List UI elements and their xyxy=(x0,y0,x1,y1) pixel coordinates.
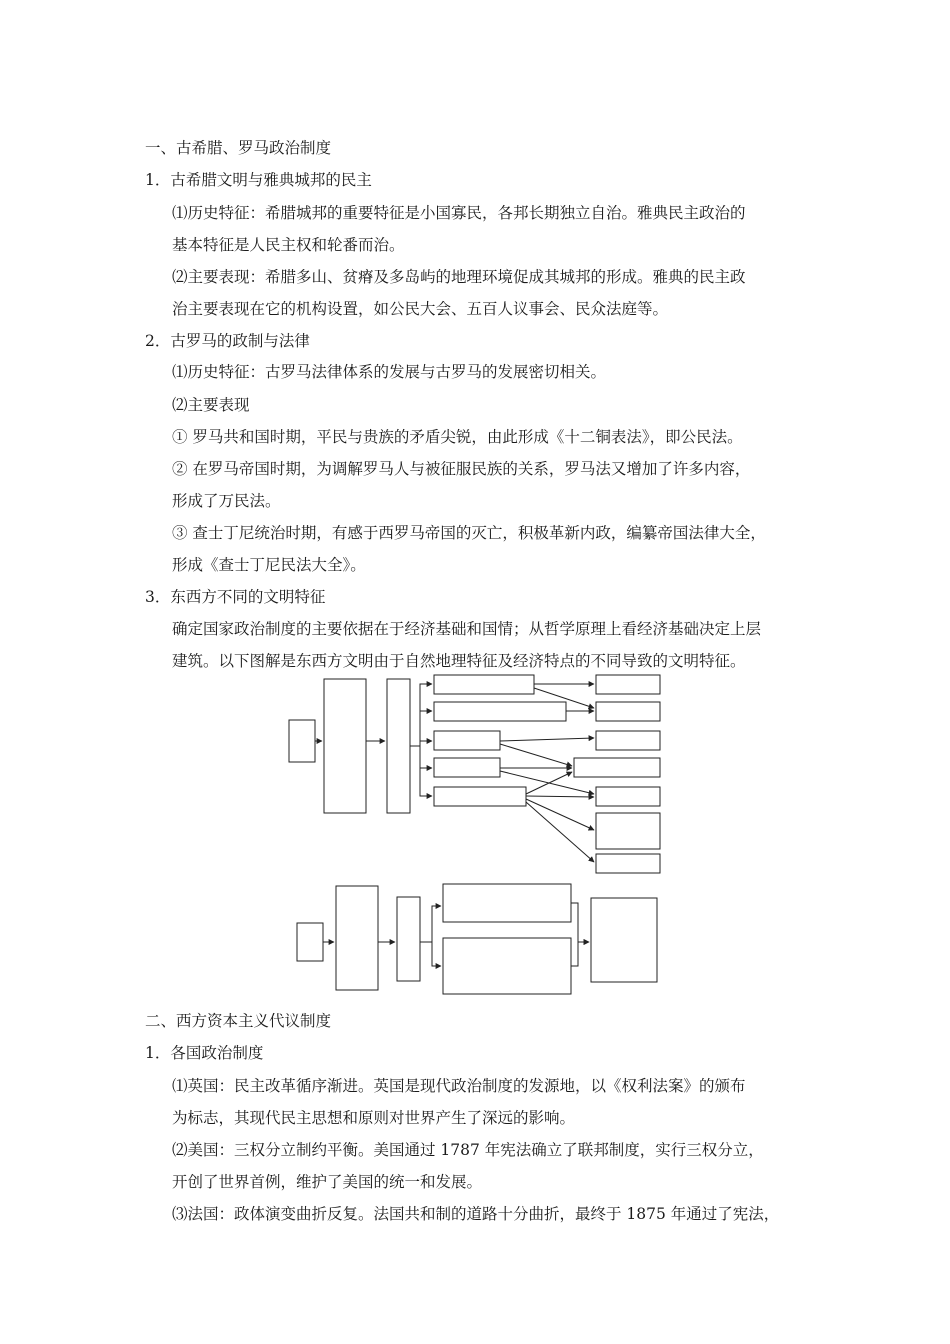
paragraph-line: ③ 查士丁尼统治时期，有感于西罗马帝国的灭亡，积极革新内政，编纂帝国法律大全， xyxy=(172,524,766,542)
paragraph-line: 基本特征是人民主权和轮番而治。 xyxy=(172,236,405,254)
west-out-box xyxy=(574,758,660,777)
subsection-heading-1-3: 3．东西方不同的文明特征 xyxy=(145,588,326,606)
west-out-box xyxy=(596,731,660,750)
west-out-box xyxy=(596,854,660,873)
paragraph-line: 形成《查士丁尼民法大全》。 xyxy=(172,556,366,574)
paragraph-line: ⑵美国：三权分立制约平衡。美国通过 1787 年宪法确立了联邦制度，实行三权分立， xyxy=(172,1141,764,1159)
east-econ-box xyxy=(397,897,420,981)
paragraph-line: 建筑。以下图解是东西方文明由于自然地理特征及经济特点的不同导致的文明特征。 xyxy=(172,652,746,670)
west-mid-box xyxy=(434,702,566,721)
paragraph-line: 治主要表现在它的机构设置，如公民大会、五百人议事会、民众法庭等。 xyxy=(172,300,669,318)
west-mid-box xyxy=(434,675,534,694)
west-civilization-diagram xyxy=(280,672,670,880)
east-geo-box xyxy=(336,886,378,990)
west-mid-box xyxy=(434,758,500,777)
east-out-box xyxy=(591,898,657,982)
paragraph-line: ⑵主要表现 xyxy=(172,396,250,414)
east-mid-box xyxy=(443,938,571,994)
paragraph-line: 为标志，其现代民主思想和原则对世界产生了深远的影响。 xyxy=(172,1109,576,1127)
section-heading-2: 二、西方资本主义代议制度 xyxy=(145,1012,332,1030)
west-geo-box xyxy=(324,679,366,813)
paragraph-line: ⑴历史特征：希腊城邦的重要特征是小国寡民，各邦长期独立自治。雅典民主政治的 xyxy=(172,204,746,222)
paragraph-line: 开创了世界首例，维护了美国的统一和发展。 xyxy=(172,1173,483,1191)
west-mid-box xyxy=(434,731,500,750)
paragraph-line: ⑴历史特征：古罗马法律体系的发展与古罗马的发展密切相关。 xyxy=(172,363,607,381)
paragraph-line: ⑶法国：政体演变曲折反复。法国共和制的道路十分曲折，最终于 1875 年通过了宪法， xyxy=(172,1205,780,1223)
east-mid-box xyxy=(443,884,571,922)
paragraph-line: ① 罗马共和国时期，平民与贵族的矛盾尖锐，由此形成《十二铜表法》，即公民法。 xyxy=(172,428,743,446)
west-out-box xyxy=(596,702,660,721)
east-civilization-diagram xyxy=(290,880,670,998)
west-out-box xyxy=(596,787,660,806)
section-heading-1: 一、古希腊、罗马政治制度 xyxy=(145,139,332,157)
west-mid-box xyxy=(434,787,526,806)
paragraph-line: ② 在罗马帝国时期，为调解罗马人与被征服民族的关系，罗马法又增加了许多内容， xyxy=(172,460,751,478)
paragraph-line: ⑵主要表现：希腊多山、贫瘠及多岛屿的地理环境促成其城邦的形成。雅典的民主政 xyxy=(172,268,746,286)
subsection-heading-1-1: 1．古希腊文明与雅典城邦的民主 xyxy=(145,171,372,189)
east-label-box xyxy=(297,923,323,961)
subsection-heading-2-1: 1．各国政治制度 xyxy=(145,1044,264,1062)
west-out-box xyxy=(596,813,660,849)
paragraph-line: 确定国家政治制度的主要依据在于经济基础和国情；从哲学原理上看经济基础决定上层 xyxy=(172,620,762,638)
west-label-box xyxy=(289,720,315,762)
paragraph-line: ⑴英国：民主改革循序渐进。英国是现代政治制度的发源地，以《权利法案》的颁布 xyxy=(172,1077,746,1095)
west-out-box xyxy=(596,675,660,694)
subsection-heading-1-2: 2．古罗马的政制与法律 xyxy=(145,332,310,350)
west-econ-box xyxy=(387,679,410,813)
paragraph-line: 形成了万民法。 xyxy=(172,492,281,510)
